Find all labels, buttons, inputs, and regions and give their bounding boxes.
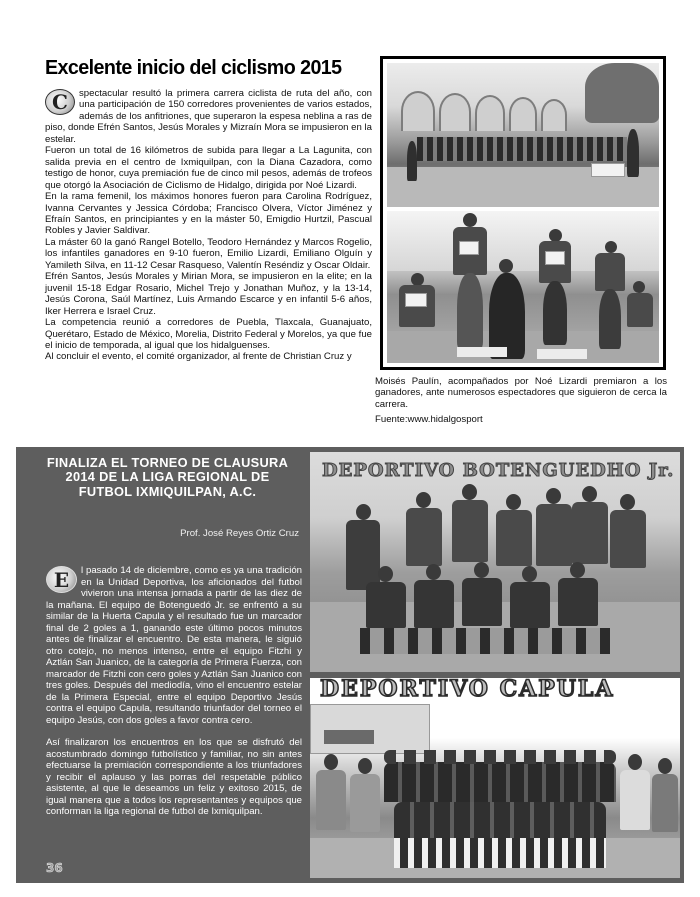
player [496, 510, 532, 566]
player [572, 502, 608, 564]
botenguedho-team-photo [310, 452, 680, 672]
cyclist-legs [599, 289, 621, 349]
arcade-arch [509, 97, 537, 131]
article-title: Excelente inicio del ciclismo 2015 [45, 56, 342, 79]
player-head [416, 492, 431, 508]
capula-team-photo [310, 678, 680, 878]
player-head [378, 566, 393, 582]
person-head [628, 754, 642, 770]
player-head [506, 494, 521, 510]
back-row-players [384, 762, 616, 802]
photo-source: Fuente:www.hidalgosport [375, 414, 483, 425]
person-head [499, 259, 513, 273]
player [406, 508, 442, 566]
person-head [358, 758, 372, 774]
player-head [620, 494, 635, 510]
photo-heading-botenguedho: DEPORTIVO BOTENGUEDHO Jr. [322, 460, 675, 481]
player [414, 580, 454, 628]
article-paragraph: La competencia reunió a corredores de Puebla, Tlaxcala, Guanajuato, Querétaro, Estado de México, Morelia, Distrito Federal y Morelos, ya que fue el inicio de temporada, al igual que los hidalguenses. [45, 317, 372, 351]
award-plaque [459, 241, 479, 255]
photo-caption: Moisés Paulín, acompañados por Noé Lizardi premiaron a los ganadores, ante numerosos espectadores que siguieron de cerca la carrera. [375, 376, 667, 410]
cycling-podium-photo [387, 211, 659, 363]
banner-sign [324, 730, 374, 744]
player-head [522, 566, 537, 582]
tree [585, 63, 659, 123]
cyclist-legs [457, 273, 483, 349]
arcade-arch [401, 91, 435, 131]
player-head [426, 564, 441, 580]
article-paragraph-text: l pasado 14 de diciembre, como es ya una tradición en la Unidad Deportiva, los aficionados del futbol vivieron una intensa jornada a partir de las diez de la mañana. El equipo de Botenguedó Jr. se enfrentó a su similar de la Huerta Capula y el resultado fue un marcador final de 2 goles a 1, ganando este último pocos minutos antes de finalizar el encuentro. De esta manera, le siguió otro cotejo, no menos intenso, entre el equipo Fitzhi y Aztlán San Juanico, de la categoría de Primera Fuerza, con marcador de Fitzhi con cero goles y Aztlán San Juanico con tres goles. Después del mediodía, vino el encuentro estelar de la Primera Especial, entre el equipo Deportivo Jesús contra el equipo Capula, resultando triunfador del torneo el equipo Jesús, con dos goles a favor contra cero. [46, 565, 302, 726]
arcade-arch [475, 95, 505, 131]
podium-step [537, 349, 587, 359]
player [366, 582, 406, 628]
person-head [658, 758, 672, 774]
cyclist [627, 293, 653, 327]
arcade-arch [439, 93, 471, 131]
article-paragraph [46, 565, 302, 726]
player [536, 504, 572, 566]
goalkeeper [346, 520, 380, 590]
person-head [463, 213, 477, 227]
article-paragraph: Efrén Santos, Jesús Morales y Mirian Mora, se impusieron en la elite; en la juvenil 15-18 Edgar Rosario, Michel Trejo y Jonathan Muñoz, y la 13-14, Jesús Corona, Saúl Martínez, Luis Armando Escarce y en infantil 5-6 años, Iker Herrera e Israel Cruz. [45, 271, 372, 317]
person-head [633, 281, 645, 293]
cyclists-group [417, 137, 627, 161]
player [510, 582, 550, 628]
road-sign [591, 163, 625, 177]
player [452, 500, 488, 562]
award-plaque [545, 251, 565, 265]
player-legs [394, 838, 606, 868]
spectator [407, 141, 417, 181]
arcade-arch [541, 99, 567, 131]
player-head [356, 504, 371, 520]
cycling-photo-frame [380, 56, 666, 370]
dropcap-letter: C [45, 89, 75, 115]
award-plaque [405, 293, 427, 307]
spectator [627, 129, 639, 177]
player-head [570, 562, 585, 578]
coach [316, 770, 346, 830]
player-head [462, 484, 477, 500]
cyclist [595, 253, 625, 291]
photo-heading-capula: DEPORTIVO CAPULA [320, 676, 615, 702]
article-paragraph: En la rama femenil, los máximos honores fueron para Carolina Rodríguez, Ivanna Cervantes y Jessica Córdoba; Francisco Olvera, Víctor Jiménez y Efraín Santos, en principiantes y en la máster 50, Emigdio Hurtzil, Pascual Robles y Javier Saldivar. [45, 191, 372, 237]
player [610, 510, 646, 568]
article-body [45, 88, 372, 363]
building [310, 704, 430, 754]
article-paragraph: Al concluir el evento, el comité organizador, al frente de Christian Cruz y [45, 351, 352, 363]
player-head [474, 562, 489, 578]
person-head [324, 754, 338, 770]
player-head [546, 488, 561, 504]
article-paragraph-text: spectacular resultó la primera carrera ciclista de ruta del año, con una participación de 150 corredores provenientes de varios estados, además de los anfitriones, que superaron la espesa neblina a ras de piso, donde Efrén Santos, Jesús Morales y Mizraín Mora se impusieron en la estelar. [45, 88, 372, 145]
player-legs [360, 628, 610, 654]
player [558, 578, 598, 626]
cyclist-legs [543, 281, 567, 345]
cycling-race-start-photo [387, 63, 659, 207]
dropcap-letter: E [46, 566, 77, 593]
article-paragraph: La máster 60 la ganó Rangel Botello, Teodoro Hernández y Marcos Rogelio, los infantiles ganadores en 9-10 fueron, Emilio Lizardi, Emiliano Olguín y Yamileth Silva, en 11-12 Cesar Rasqueso, Valentín Reséndiz y Oscar Oldair. [45, 236, 372, 271]
player-heads [384, 750, 616, 764]
coach [620, 770, 650, 830]
article-paragraph: Fueron un total de 16 kilómetros de subida para llegar a La Lagunita, con salida previa en el centro de Ixmiquilpan, con la Diana Cazadora, como testigo de honor, cuya premiación fue de cinco mil pesos, además de trofeos que otorgó la Asociación de Ciclismo de Hidalgo, dirigida por Noé Lizardi. [45, 145, 372, 191]
player-head [582, 486, 597, 502]
coach [652, 774, 678, 832]
football-article-title: FINALIZA EL TORNEO DE CLAUSURA 2014 DE LA LIGA REGIONAL DE FUTBOL IXMIQUILPAN, A.C. [46, 455, 289, 499]
article-paragraph: Así finalizaron los encuentros en los que se disfrutó del acostumbrado domingo futbolístico y familiar, no sin antes efectuarse la premiación correspondiente a los triunfadores y recibir el aplauso y las porras del respetable público asistente, al que le deseamos un feliz y exitoso 2015, de igual manera que a todos los representantes y equipos que conforman la liga regional de futbol de Ixmiquilpan. [46, 737, 302, 817]
front-row-players [394, 802, 606, 838]
person-head [605, 241, 617, 253]
player [462, 578, 502, 626]
coach [350, 774, 380, 832]
page-number: 36 [46, 861, 63, 875]
article-paragraph [45, 88, 372, 145]
football-article-body [46, 565, 302, 829]
article-author: Prof. José Reyes Ortiz Cruz [180, 528, 299, 539]
podium-step [457, 347, 507, 357]
